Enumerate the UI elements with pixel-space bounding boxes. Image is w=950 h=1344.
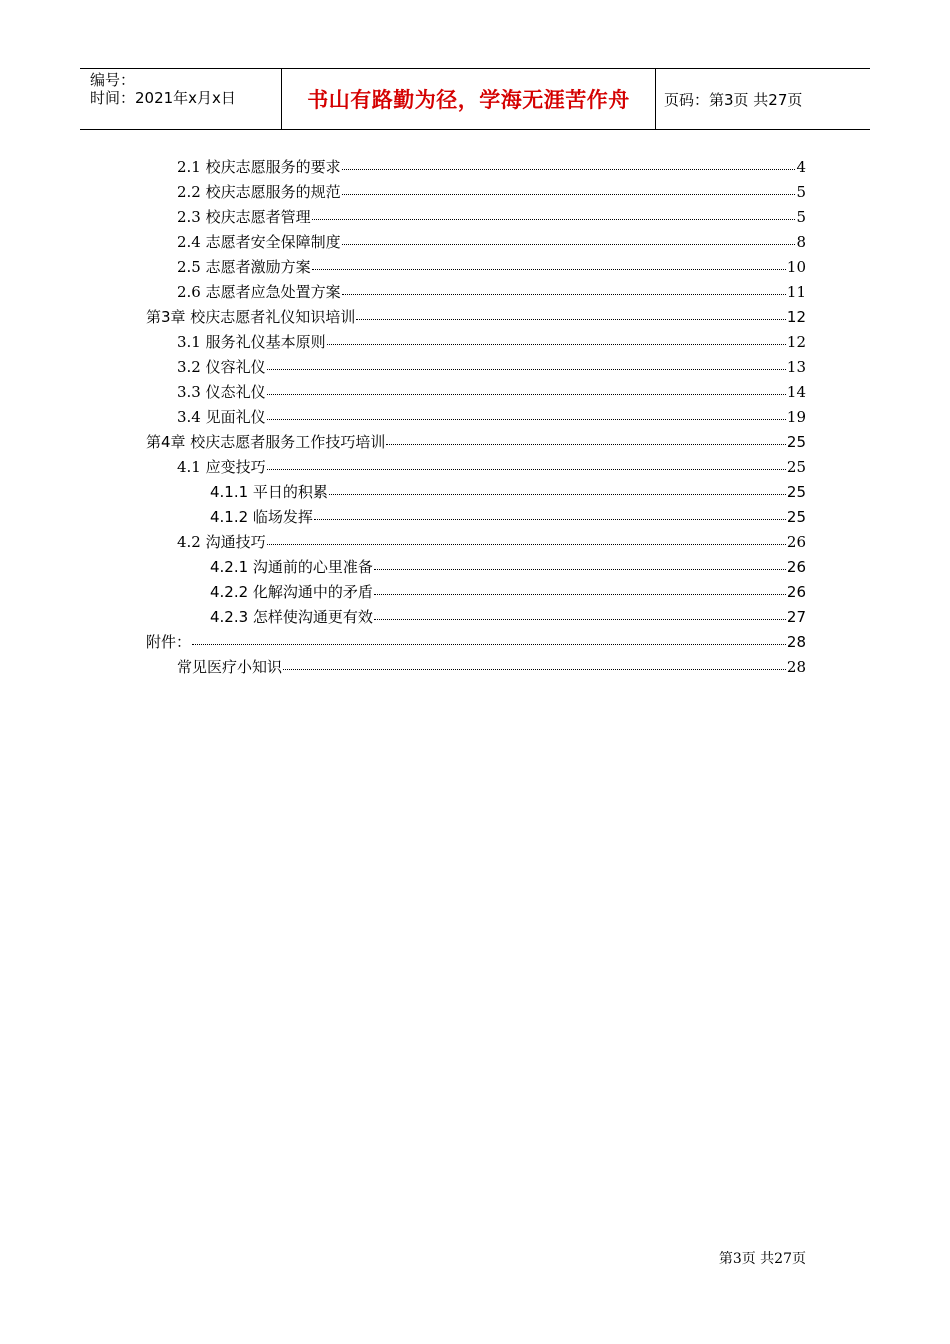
toc-dot-leader	[329, 493, 786, 495]
toc-dot-leader	[312, 218, 796, 220]
toc-entry[interactable]	[177, 155, 806, 180]
toc-entry-page: 25	[786, 458, 806, 476]
toc-entry-title: 2.5 志愿者激励方案	[177, 258, 311, 276]
toc-dot-leader	[342, 243, 796, 245]
toc-entry[interactable]	[210, 555, 806, 580]
toc-dot-leader	[374, 593, 786, 595]
toc-dot-leader	[283, 668, 786, 670]
toc-entry-page: 14	[786, 383, 806, 401]
toc-entry-page: 25	[786, 508, 806, 526]
toc-entry-page: 26	[786, 583, 806, 601]
toc-entry-title: 2.2 校庆志愿服务的规范	[177, 183, 341, 201]
toc-entry-page: 5	[796, 183, 806, 201]
page-header	[80, 68, 870, 130]
toc-entry-page: 19	[786, 408, 806, 426]
toc-entry[interactable]	[210, 605, 806, 630]
toc-entry-page: 5	[796, 208, 806, 226]
toc-dot-leader	[267, 468, 786, 470]
toc-dot-leader	[374, 568, 786, 570]
toc-dot-leader	[267, 368, 786, 370]
toc-entry-title: 4.2 沟通技巧	[177, 533, 266, 551]
header-meta	[80, 69, 282, 129]
page-footer: 第3页 共27页	[718, 1251, 806, 1267]
toc-dot-leader	[312, 268, 786, 270]
toc-entry-title: 2.3 校庆志愿者管理	[177, 208, 311, 226]
toc-entry[interactable]	[177, 355, 806, 380]
toc-entry-page: 28	[786, 658, 806, 676]
toc-entry-page: 4	[796, 158, 806, 176]
doc-date-label: 时间：2021年x月x日	[90, 89, 236, 107]
toc-entry[interactable]	[210, 480, 806, 505]
toc-entry[interactable]	[177, 455, 806, 480]
toc-entry-page: 12	[786, 308, 806, 326]
toc-entry[interactable]	[177, 655, 806, 680]
toc-entry-title: 2.6 志愿者应急处置方案	[177, 283, 341, 301]
toc-entry[interactable]	[177, 380, 806, 405]
toc-entry-title: 4.2.1 沟通前的心里准备	[210, 558, 373, 576]
toc-dot-leader	[342, 168, 796, 170]
toc-dot-leader	[267, 393, 786, 395]
toc-entry-title: 2.1 校庆志愿服务的要求	[177, 158, 341, 176]
toc-entry-title: 3.1 服务礼仪基本原则	[177, 333, 326, 351]
toc-entry-title: 第3章 校庆志愿者礼仪知识培训	[146, 308, 356, 326]
toc-entry-title: 4.2.2 化解沟通中的矛盾	[210, 583, 373, 601]
toc-entry-page: 25	[786, 433, 806, 451]
toc-entry[interactable]	[177, 530, 806, 555]
toc-entry[interactable]	[210, 505, 806, 530]
toc-entry-title: 4.2.3 怎样使沟通更有效	[210, 608, 373, 626]
toc-entry[interactable]	[146, 430, 806, 455]
toc-dot-leader	[327, 343, 786, 345]
toc-entry-title: 4.1 应变技巧	[177, 458, 266, 476]
toc-entry-page: 11	[786, 283, 806, 301]
toc-entry-title: 3.3 仪态礼仪	[177, 383, 266, 401]
toc-entry-title: 2.4 志愿者安全保障制度	[177, 233, 341, 251]
doc-number-label: 编号：	[90, 71, 136, 89]
toc-dot-leader	[342, 193, 796, 195]
toc-entry-title: 常见医疗小知识	[177, 658, 283, 676]
toc-dot-leader	[267, 543, 786, 545]
toc-entry-title: 3.4 见面礼仪	[177, 408, 266, 426]
toc-entry-page: 28	[786, 633, 806, 651]
toc-entry[interactable]	[146, 630, 806, 655]
toc-entry-page: 26	[786, 533, 806, 551]
header-motto: 书山有路勤为径，学海无涯苦作舟	[282, 69, 656, 129]
toc-entry[interactable]	[177, 205, 806, 230]
toc-entry[interactable]	[177, 405, 806, 430]
toc-entry-title: 3.2 仪容礼仪	[177, 358, 266, 376]
toc-entry-page: 8	[796, 233, 806, 251]
toc-entry-page: 13	[786, 358, 806, 376]
toc-entry[interactable]	[177, 330, 806, 355]
toc-dot-leader	[192, 643, 786, 645]
toc-entry-title: 附件：	[146, 633, 192, 651]
toc-entry[interactable]	[177, 255, 806, 280]
toc-entry-page: 10	[786, 258, 806, 276]
header-page-info: 页码：第3页 共27页	[664, 90, 803, 109]
toc-dot-leader	[314, 518, 786, 520]
toc-entry-title: 4.1.1 平日的积累	[210, 483, 328, 501]
toc-entry-page: 27	[786, 608, 806, 626]
toc-entry-title: 4.1.2 临场发挥	[210, 508, 313, 526]
toc-entry[interactable]	[177, 230, 806, 255]
toc-dot-leader	[356, 318, 786, 320]
toc-entry[interactable]	[210, 580, 806, 605]
toc-entry-page: 25	[786, 483, 806, 501]
toc-entry-page: 26	[786, 558, 806, 576]
toc-entry-page: 12	[786, 333, 806, 351]
toc-entry[interactable]	[146, 305, 806, 330]
toc-entry-title: 第4章 校庆志愿者服务工作技巧培训	[146, 433, 386, 451]
toc-entry[interactable]	[177, 280, 806, 305]
toc-entry[interactable]	[177, 180, 806, 205]
toc-dot-leader	[374, 618, 786, 620]
toc-dot-leader	[342, 293, 786, 295]
toc-dot-leader	[386, 443, 786, 445]
toc-dot-leader	[267, 418, 786, 420]
